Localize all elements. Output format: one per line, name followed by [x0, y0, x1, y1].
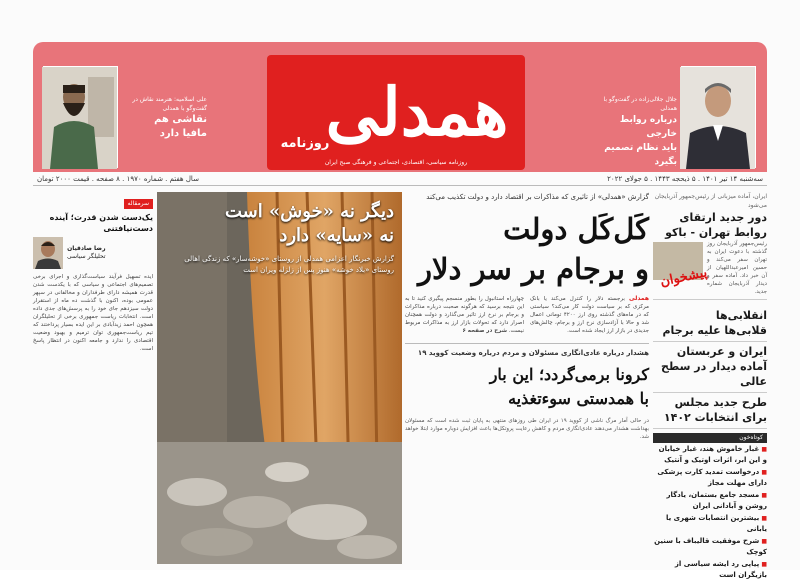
covid-headline-1[interactable]: کرونا برمی‌گردد؛ این بار	[489, 365, 649, 384]
author-role: تحلیلگر سیاسی	[67, 253, 106, 260]
author-avatar	[33, 237, 63, 269]
feature-headline-1: دیگر نه «خوش» است	[224, 201, 394, 222]
briefs-title: کوتاه‌خون	[653, 433, 767, 443]
teaser-left-headline-2: مافیا دارد	[159, 128, 207, 139]
news-body: رئیس‌جمهور آذربایجان روز گذشته با دعوت ایران به تهران سفر می‌کند و حسین امیرعبداللهیان از آن خبر داد. آماده سفر و دیدار آذربایجان شماره جدید.	[707, 241, 767, 295]
masthead-logo	[267, 55, 525, 155]
news-headline: ایران و عربستان آماده دیدار در سطح عالی	[660, 345, 767, 388]
dateline-bar	[33, 172, 767, 186]
news-box-jcpoa[interactable]	[653, 306, 767, 342]
briefs-list	[653, 443, 767, 581]
covid-kicker: هشدار درباره عادی‌انگاری مسئولان و مردم درباره وضعیت کووید ۱۹	[417, 349, 649, 357]
teaser-left-text[interactable]	[122, 95, 207, 141]
news-headline: طرح جدید مجلس برای انتخابات ۱۴۰۲	[663, 396, 767, 424]
teaser-left-headline-1: نقاشی هم	[154, 114, 207, 125]
brief-item[interactable]: ■ شرح موفقیت قالیباف با سنین کوچک	[653, 535, 767, 558]
masthead[interactable]	[267, 55, 525, 170]
feature-headline	[174, 200, 394, 276]
lead-body-col-right	[530, 295, 649, 335]
lead-body-col-left	[405, 295, 524, 335]
news-headline: قلابی‌ها علیه برجام	[662, 324, 767, 337]
lead-body-text-b: چهارراه استانبول را بطور منسجم پیگیری کنید تا به این نتیجه برسید که هرگونه صحبت درباره مذاکرات و برجام بر نرخ ارز تاثیر می‌گذارد و دولت همچنان اصرار دارد که تحولات بازار ارز به مذاکرات مربوط نیست.	[405, 296, 524, 334]
brief-item[interactable]: ■ پیاپی رد ایشه سیاسی از بازیگران است	[653, 558, 767, 581]
lead-headline-2[interactable]: و برجام بر سر دلار	[417, 252, 649, 286]
teaser-right-text[interactable]	[595, 95, 677, 169]
left-column	[33, 190, 153, 570]
news-headline-prefix: انقلابی‌ها	[715, 309, 767, 322]
editorial-headline[interactable]: یک‌دست شدن قدرت؛ آینده دست‌نیافتنی	[49, 213, 153, 233]
issue-date: سه‌شنبه ۱۴ تیر ۱۴۰۱ . ۵ ذیحجه ۱۴۴۳ . ۵ جولای ۲۰۲۲	[607, 175, 763, 183]
lead-signature: همدلی	[629, 295, 649, 302]
lead-headline-1[interactable]: کَل‌کَل دولت	[503, 212, 649, 246]
news-headline: دور جدید ارتقای روابط تهران - باکو	[665, 211, 767, 239]
covid-headline-2[interactable]: با همدستی سوءتغذیه	[508, 389, 649, 408]
author-name: رضا صادقیان	[67, 245, 106, 252]
editorial-tag: سرمقاله	[124, 199, 153, 209]
teaser-right-headline-1: درباره روابط خارجی	[619, 115, 677, 139]
brief-item[interactable]: ■ درخواست تمدید کارت پزشکی دارای مهلت مجاز	[653, 466, 767, 489]
lead-continue[interactable]: شرح در صفحه ۶	[462, 328, 507, 334]
divider	[405, 343, 649, 344]
issue-info: سال هفتم . شماره ۱۹۷۰ . ۸ صفحه . قیمت ۲۰۰۰ تومان	[37, 175, 199, 183]
brief-item[interactable]: ■ مسجد جامع بستمان، یادگار روشن و آبادانی ایران	[653, 489, 767, 512]
teaser-right-photo	[681, 66, 756, 168]
teaser-right-kicker: جلال جلالی‌زاده در گفت‌وگو با همدلی	[603, 96, 677, 112]
brief-item[interactable]: ■ بیشترین انتصابات شهری یا یابانی	[653, 512, 767, 535]
teaser-right-headline-2: باید نظام تصمیم بگیرد	[604, 143, 677, 167]
editorial-author	[33, 237, 153, 269]
teaser-left-kicker: علی اسلامیه: هنرمند نقاش در گفت‌وگو با همدلی	[132, 96, 207, 112]
middle-column	[405, 190, 649, 570]
feature-headline-2: نه «سایه» دارد	[279, 225, 394, 246]
lead-body-text-a: برجسته دلار را کنترل می‌کند یا بانک مرکزی که بر سیاست دولت کار می‌کند؟ سیاستی که در ماه‌های گذشته روی ارز ۴۲۰۰ تومانی اعمال شد و حالا با آزادسازی نرخ ارز و برجام، چالش‌های جدیدی در بازار ارز ایجاد شده است.	[530, 296, 649, 334]
feature-subtitle: گزارش خبرنگار اعزامی همدلی از روستای «خوشه‌سار» که زندگی اهالی روستای «بلاد خوشه» هنوز پس از زلزله ویران است	[184, 255, 394, 274]
news-box-saudi[interactable]	[653, 342, 767, 393]
watermark-stamp: پیشخوان	[658, 265, 709, 290]
editorial-body: ایده تسهیل فرآیند سیاست‌گذاری و اجرای برخی تصمیم‌های اجتماعی و سیاسی که با یکدست شدن قدرت همیشه دارای طرفداران و مخالفانی در سپهر عمومی بوده، اکنون با گذشت ده ماه از استقرار دولت سیزدهم جای خود را به پرسش‌های جدی داده است. انتخابات ریاست جمهوری برخی از تحلیلگران همچون احمد زیدآبادی بر این ایده بسیار پرداختند که تیم ریاست‌جمهوری توان ترمیم و بهبود وضعیت اقتصادی را ندارد و جامعه اکنون در انتظار پاسخ است.	[33, 274, 153, 352]
logo-prefix: روزنامه	[280, 136, 330, 151]
news-kicker: ایران، آماده میزبانی از رئیس‌جمهور آذربایجان می‌شود	[654, 193, 767, 209]
brief-item[interactable]: ■ غبار خاموش هند، غبار خیابان و این ابر، اثرات اوتیک و آنتیک	[653, 443, 767, 466]
masthead-tagline: روزنامه سیاسی، اقتصادی، اجتماعی و فرهنگی صبح ایران	[324, 159, 468, 166]
lead-kicker: گزارش «همدلی» از تاثیری که مذاکرات بر اقتصاد دارد و دولت تکذیب می‌کند	[426, 193, 649, 201]
feature-photo[interactable]	[157, 192, 402, 564]
logo-text: همدلی	[325, 73, 509, 151]
covid-body: در حالی آمار مرگ ناشی از کووید ۱۹ در ایران طی روزهای منتهی به پایان ثبت شده است که مسئولان بهداشت هشدار می‌دهند عادی‌انگاری مردم و کاهش رعایت پروتکل‌ها باعث افزایش دوباره موارد ابتلا خواهد شد.	[405, 418, 649, 440]
news-box-election[interactable]	[653, 393, 767, 429]
lead-body	[405, 295, 649, 335]
teaser-left-photo	[43, 66, 118, 168]
right-column	[653, 190, 767, 579]
